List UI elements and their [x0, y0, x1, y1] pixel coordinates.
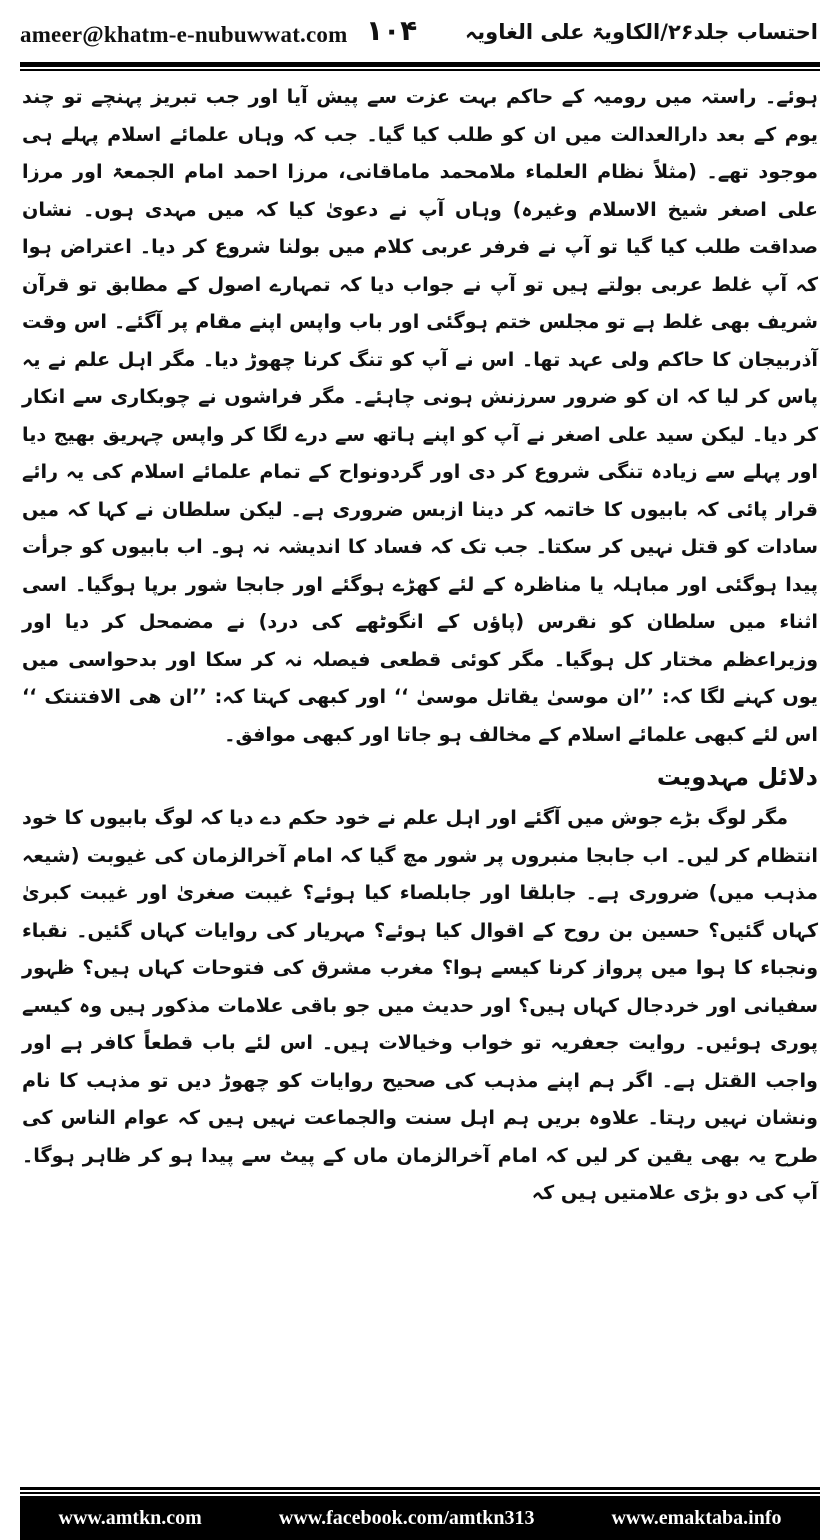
paragraph-1: ہوئے۔ راستہ میں رومیہ کے حاکم بہت عزت سے پیش آیا اور جب تبریز پہنچے تو چند یوم کے بعد دارالعدالت میں ان کو طلب کیا گیا۔ جب کہ وہاں علمائے اسلام پہلے ہی موجود تھے۔ (مثلاً نظام العلماء ملامحمد ماماقانی، مرزا احمد امام الجمعۃ اور مرزا علی اصغر شیخ الاسلام وغیرہ) وہاں آپ نے دعویٰ کیا کہ میں مہدی ہوں۔ نشان صداقت طلب کیا گیا تو آپ نے فرفر عربی کلام میں بولنا شروع کر دیا۔ اعتراض ہوا کہ آپ غلط عربی بولتے ہیں تو آپ نے جواب دیا کہ تمہارے اصول کے مطابق تو قرآن شریف بھی غلط ہے تو مجلس ختم ہوگئی اور باب واپس اپنے مقام پر آگئے۔ اس وقت آذربیجان کا حاکم ولی عہد تھا۔ اس نے آپ کو تنگ کرنا چھوڑ دیا۔ مگر اہل علم نے یہ پاس کر لیا کہ ان کو ضرور سرزنش ہونی چاہئے۔ مگر فراشوں نے چوبکاری سے انکار کر دیا۔ لیکن سید علی اصغر نے آپ کو اپنے ہاتھ سے درے لگا کر واپس چہریق بھیج دیا اور پہلے سے زیادہ تنگی شروع کر دی اور گردونواح کے تمام علمائے اسلام کی یہ رائے قرار پائی کہ بابیوں کا خاتمہ کر دینا ازبس ضروری ہے۔ لیکن سلطان نے کہا کہ میں سادات کو قتل نہیں کر سکتا۔ جب تک کہ فساد کا اندیشہ نہ ہو۔ اب بابیوں کو جرأت پیدا ہوگئی اور مباہلہ یا مناظرہ کے لئے کھڑے ہوگئے اور جابجا شور برپا ہوگیا۔ اسی اثناء میں سلطان کو نقرس (پاؤں کے انگوٹھے کی درد) نے مضمحل کر دیا اور وزیراعظم مختار کل ہوگیا۔ مگر کوئی قطعی فیصلہ نہ کر سکا اور بدحواسی میں یوں کہنے لگا کہ: ’’ان موسیٰ یقاتل موسیٰ ‘‘ اور کبھی کہتا کہ: ’’ان ھی الافتنتک ‘‘ اس لئے کبھی علمائے اسلام کے مخالف ہو جاتا اور کبھی موافق۔: [22, 85, 818, 746]
footer-rule-thin: [20, 1492, 820, 1494]
page-body: [22, 78, 818, 1212]
header-email: ameer@khatm-e-nubuwwat.com: [20, 22, 348, 47]
header-rule-thick: [20, 62, 820, 67]
book-title: احتساب جلد۲۶/الکاویۃ علی الغاویہ: [464, 20, 818, 44]
page-header: [0, 0, 840, 62]
section-heading: دلائل مہدویت: [656, 763, 818, 791]
page-number: ۱۰۴: [366, 14, 418, 47]
footer-rule-thick: [20, 1487, 820, 1490]
footer-link-amtkn[interactable]: www.amtkn.com: [58, 1506, 202, 1529]
footer-bar: [20, 1496, 820, 1540]
footer-link-facebook[interactable]: www.facebook.com/amtkn313: [278, 1506, 535, 1529]
paragraph-2: مگر لوگ بڑے جوش میں آگئے اور اہل علم نے خود حکم دے دیا کہ لوگ بابیوں کا خود انتظام کر لیں۔ اب جابجا منبروں پر شور مچ گیا کہ امام آخرالزمان کی غیوبت (شیعہ مذہب میں) ضروری ہے۔ جابلقا اور جابلصاء کیا ہوئے؟ غیبت صغریٰ اور غیبت کبریٰ کہاں گئیں؟ حسین بن روح کے اقوال کیا ہوئے؟ مہریار کی روایات کہاں گئیں۔ نقباء ونجباء کا ہوا میں پرواز کرنا کیسے ہوا؟ مغرب مشرق کی فتوحات کہاں ہیں؟ ظہور سفیانی اور خردجال کہاں ہیں؟ اور حدیث میں جو باقی علامات مذکور ہیں وہ کیسے پوری ہوئیں۔ روایت جعفریہ تو خواب وخیالات ہیں۔ اس لئے باب قطعاً کافر ہے اور واجب القتل ہے۔ اگر ہم اپنے مذہب کی صحیح روایات کو چھوڑ دیں تو مذہب کا نام ونشان نہیں رہتا۔ علاوہ بریں ہم اہل سنت والجماعت نہیں ہیں کہ عوام الناس کی طرح یہ بھی یقین کر لیں کہ امام آخرالزمان ماں کے پیٹ سے پیدا ہو کر ظاہر ہوگا۔ آپ کی دو بڑی علامتیں ہیں کہ: [22, 806, 818, 1204]
footer-link-emaktaba[interactable]: www.emaktaba.info: [611, 1506, 782, 1529]
header-rule-thin: [20, 69, 820, 71]
